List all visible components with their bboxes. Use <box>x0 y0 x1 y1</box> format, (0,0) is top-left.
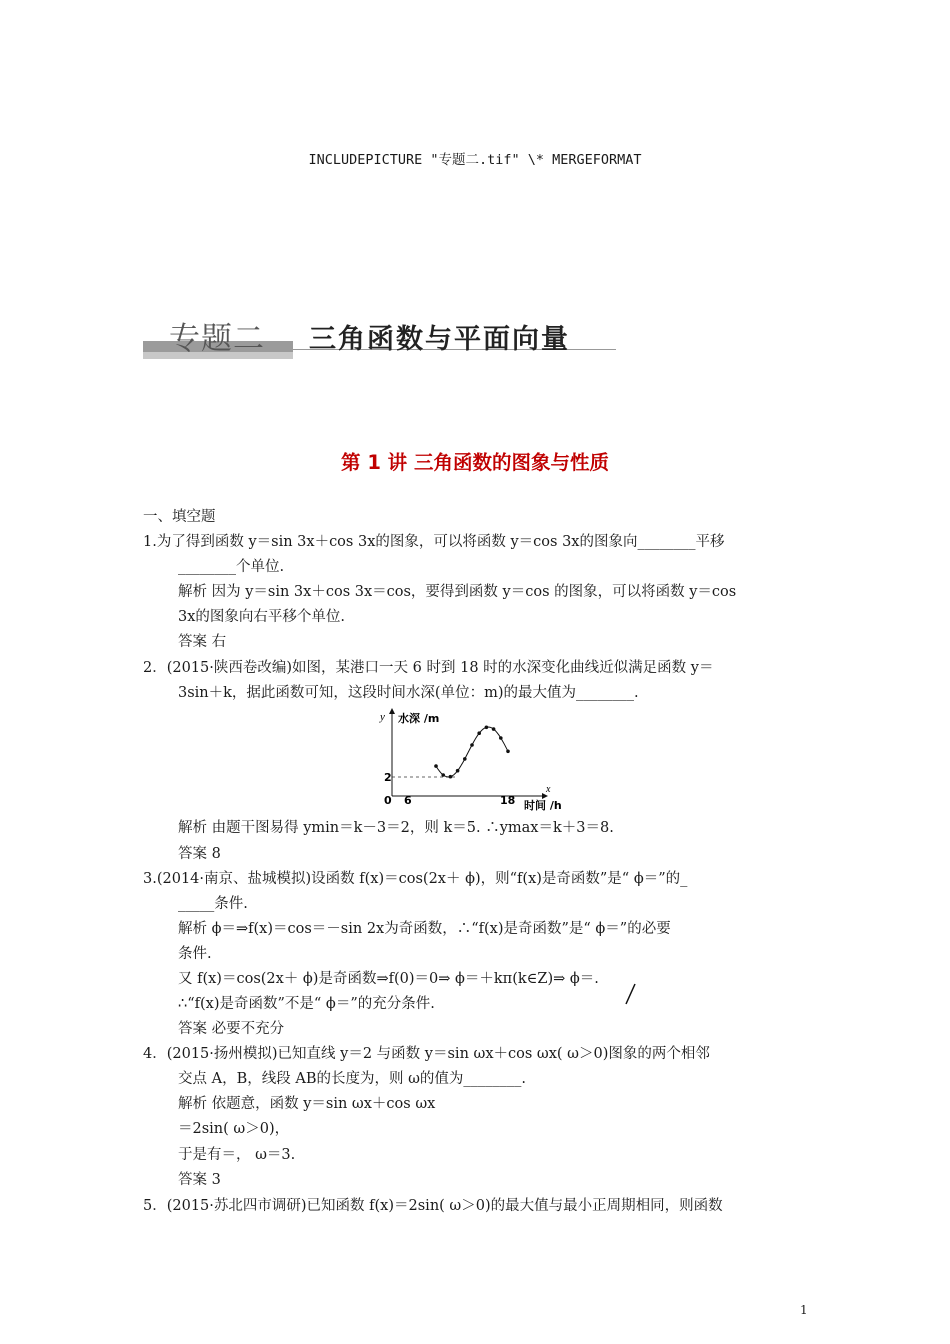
text-line: ∴“f(x)是奇函数”不是“ ϕ＝”的充分条件. <box>178 996 435 1012</box>
topic-banner <box>143 305 623 365</box>
text-line: 5．(2015·苏北四市调研)已知函数 f(x)＝2sin( ω＞0)的最大值与最小正周期相同，则函数 <box>143 1198 723 1214</box>
text-line: 3.(2014·南京、盐城模拟)设函数 f(x)＝cos(2x＋ ϕ)，则“f(x)是奇函数”是“ ϕ＝”的_ <box>143 871 688 887</box>
curve-point <box>463 757 467 761</box>
text-line: 答案 8 <box>178 846 221 862</box>
topic-label: 专题二 <box>169 321 265 357</box>
text-line: 1.为了得到函数 y＝sin 3x＋cos 3x的图象，可以将函数 y＝cos 3x的图象向________平移 <box>143 534 725 550</box>
water-depth-figure <box>360 706 580 814</box>
text-line: ＝2sin( ω＞0)， <box>178 1121 290 1137</box>
topic-subject: 三角函数与平面向量 <box>309 324 570 355</box>
text-line: 答案 必要不充分 <box>178 1021 285 1037</box>
text-line: 4．(2015·扬州模拟)已知直线 y＝2 与函数 y＝sin ωx＋cos ωx( ω＞0)图象的两个相邻 <box>143 1046 710 1062</box>
text-line: 答案 3 <box>178 1172 221 1188</box>
x-axis-var: x <box>546 784 551 795</box>
text-line: 交点 A，B，线段 AB的长度为，则 ω的值为________. <box>178 1071 527 1087</box>
depth-curve <box>434 726 510 779</box>
curve-point <box>499 736 503 740</box>
text-line: 又 f(x)＝cos(2x＋ ϕ)是奇函数⇒f(0)＝0⇒ ϕ＝＋kπ(k∈Z)⇒ ϕ＝. <box>178 971 599 987</box>
curve-point <box>441 773 445 777</box>
text-line: 3sin＋k，据此函数可知，这段时间水深(单位：m)的最大值为________. <box>178 685 639 701</box>
text-line: 解析 因为 y＝sin 3x＋cos 3x＝cos，要得到函数 y＝cos 的图象，可以将函数 y＝cos <box>178 584 737 600</box>
curve-point <box>492 727 496 731</box>
y-axis-label: 水深 /m <box>398 712 440 725</box>
y-tick-label: 2 <box>384 771 392 784</box>
x-tick-label-start: 6 <box>404 794 412 807</box>
curve-line <box>436 727 508 777</box>
curve-point <box>456 769 460 773</box>
text-line: 条件. <box>178 946 212 962</box>
x-axis-label: 时间 /h <box>524 799 562 812</box>
x-tick-label-end: 18 <box>500 794 516 807</box>
text-line: 答案 右 <box>178 634 227 650</box>
curve-point <box>470 743 474 747</box>
text-line: ________个单位. <box>178 559 285 575</box>
text-line: 解析 由题干图易得 ymin＝k－3＝2，则 k＝5. ∴ymax＝k＋3＝8. <box>178 820 614 836</box>
curve-point <box>449 775 453 779</box>
field-code-text: INCLUDEPICTURE "专题二.tif" \* MERGEFORMAT <box>308 152 642 168</box>
text-line: 解析 ϕ＝⇒f(x)＝cos＝－sin 2x为奇函数，∴“f(x)是奇函数”是“ ϕ＝”的必要 <box>178 921 671 937</box>
y-axis-arrow <box>389 708 395 714</box>
text-line: 一、填空题 <box>143 509 216 525</box>
handwritten-slash-mark <box>620 982 644 1008</box>
text-line: 3x的图象向右平移个单位. <box>178 609 346 625</box>
origin-label: 0 <box>384 794 392 807</box>
curve-point <box>485 726 489 730</box>
curve-point <box>477 731 481 735</box>
y-axis-var: y <box>380 711 385 723</box>
text-line: 2．(2015·陕西卷改编)如图，某港口一天 6 时到 18 时的水深变化曲线近似满足函数 y＝ <box>143 660 714 676</box>
text-line: _____条件. <box>178 896 248 912</box>
text-line: 解析 依题意，函数 y＝sin ωx＋cos ωx <box>178 1096 436 1112</box>
page-number: 1 <box>800 1303 808 1317</box>
text-line: 于是有＝， ω＝3. <box>178 1147 296 1163</box>
curve-point <box>506 750 510 754</box>
lecture-title: 第 1 讲 三角函数的图象与性质 <box>341 451 609 474</box>
curve-point <box>434 764 438 768</box>
